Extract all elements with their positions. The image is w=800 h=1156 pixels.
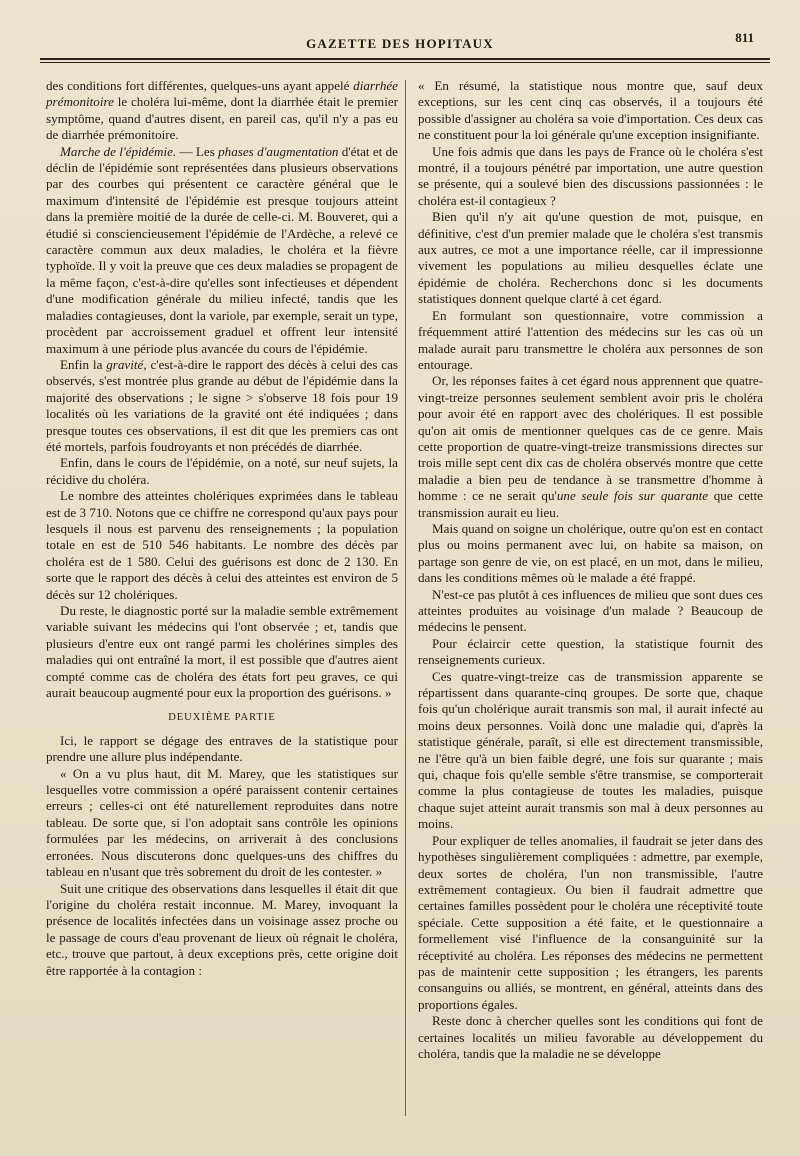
header-rule-thin [40, 62, 770, 63]
column-divider [405, 80, 406, 1116]
paragraph [46, 357, 398, 455]
paragraph-text: que cette transmission aurait eu lieu. [418, 488, 763, 520]
paragraph [418, 587, 763, 636]
running-header: GAZETTE DES HOPITAUX [306, 36, 494, 51]
paragraph [46, 766, 398, 881]
paragraph-text: Une fois admis que dans les pays de France où le choléra s'est montré, il a toujours pénétré par importation, une autre question se présente, qui a soulevé bien des discussions passionnées : le choléra est-il contagieux ? [418, 143, 763, 208]
paragraph-text: Le nombre des atteintes cholériques exprimées dans le tableau est de 3 710. Notons que ce chiffre ne correspond qu'aux pays pour lesquels il nous est parvenu des renseignements ; la population totale en est de 510 546 habitants. Le nombre des décès par choléra est de 1 580. Celui des guérisons est donc de 2 130. En sorte que le rapport des décès à celui des atteintes est environ de 5 décès sur 12 cholériques. [46, 488, 398, 602]
paragraph-text: Enfin la [60, 356, 107, 372]
paragraph-text: Bien qu'il n'y ait qu'une question de mot, puisque, en définitive, c'est d'un premier malade que le choléra s'est transmis aux autres, ce mot a une importance réelle, car il impressionne vivement les populations au milieu desquelles éclate une épidémie de choléra. Recherchons donc si les documents statistiques donnent quelque clarté à cet égard. [418, 209, 763, 307]
page-number: 811 [735, 30, 754, 45]
italic-text: une seule fois sur quarante [556, 488, 709, 504]
paragraph-text: — Les [176, 143, 219, 159]
paragraph-text: Enfin, dans le cours de l'épidémie, on a noté, sur neuf sujets, la récidive du choléra. [46, 455, 398, 487]
paragraph-text: Mais quand on soigne un cholérique, outre qu'on est en contact plus ou moins permanent avec lui, on habite sa maison, on partage son genre de vie, on est placé, en un mot, dans le milieu, dans les conditions mêmes où le malade a été frappé. [418, 520, 763, 586]
left-column [46, 78, 398, 979]
paragraph-text: Ces quatre-vingt-treize cas de transmission apparente se répartissent dans quarante-cinq groupes. De sorte que, chaque fois qu'un cholérique aurait transmis son mal, il aurait infecté au moins deux personnes. Voilà donc une maladie qui, d'après la statistique générale, paraît, si elle est directement transmissible, ne l'être qu'à un bien faible degré, une fois sur quarante ; mais qui, chaque fois qu'elle semble s'être transmise, se comporterait comme la plus contagieuse de toutes les maladies, puisque chaque sujet atteint aurait transmis son mal à deux personnes au moins. [418, 668, 763, 832]
paragraph [46, 488, 398, 603]
italic-text: phases d'augmentation [218, 143, 339, 159]
paragraph [418, 636, 763, 669]
paragraph-text: « En résumé, la statistique nous montre que, sauf deux exceptions, sur les cent cinq cas observés, il a toujours été possible d'assigner au choléra sa voie d'importation. Ces deux cas ne constituent pour la loi générale qu'une exception insignifiante. [418, 78, 763, 143]
paragraph [46, 733, 398, 766]
paragraph [418, 373, 763, 521]
paragraph-text: Ici, le rapport se dégage des entraves de la statistique pour prendre une allure plus indépendante. [46, 732, 398, 765]
paragraph [46, 144, 398, 357]
paragraph-text: d'état et de déclin de l'épidémie sont représentées dans plusieurs observations par des courbes qui présentent ce caractère général que le maximum d'intensité de l'épidémie est presque toujours atteint dans la première moitié de la durée de celle-ci. M. Bouveret, qui a étudié si consciencieusement l'épidémie de l'Ardèche, a relevé ce caractère commun aux deux maladies, le choléra et la fièvre typhoïde. Il y voit la preuve que ces deux maladies se propagent de la même façon, c'est-à-dire qu'elles sont infectieuses et dépendent d'une modification générale du milieu infecté, tandis que les maladies contagieuses, dont la variole, par exemple, serait un type, procèdent par accroissement graduel et offrent leur intensité maximum à une période plus avancée du cours de l'épidémie. [46, 143, 398, 356]
paragraph [418, 209, 763, 307]
paragraph [46, 455, 398, 488]
paragraph [46, 881, 398, 979]
paragraph [418, 521, 763, 587]
paragraph [418, 144, 763, 210]
paragraph [46, 603, 398, 701]
section-heading: DEUXIÈME PARTIE [168, 712, 276, 724]
paragraph-text: Suit une critique des observations dans lesquelles il était dit que l'origine du choléra restait inconnue. M. Marey, invoquant la présence de localités infectées dans un voisinage assez proche ou le passage de cours d'eau provenant de lieux où régnait le choléra, etc., trouve que partout, à deux exceptions près, cette origine doit être rapportée à la contagion : [46, 880, 398, 978]
paragraph [418, 833, 763, 1013]
italic-text: Marche de l'épidémie. [60, 143, 177, 159]
paragraph [418, 1013, 763, 1062]
right-column [418, 78, 763, 1062]
paragraph-text: , c'est-à-dire le rapport des décès à celui des cas observés, s'est montrée plus grande au début de l'épidémie dans la majorité des observations ; le signe > s'observe 18 fois pour 19 localités où les variations de la gravité ont été indiquées ; dans presque toutes ces observations, il est dit que les premiers cas ont été mortels, parfois foudroyants et non précédés de diarrhée. [46, 356, 399, 454]
italic-text: diarrhée prémonitoire [46, 78, 398, 110]
paragraph [418, 669, 763, 833]
paragraph-text: des conditions fort différentes, quelques-uns ayant appelé [46, 78, 354, 93]
paragraph-text: Or, les réponses faites à cet égard nous apprennent que quatre-vingt-treize personnes seulement semblent avoir pris le choléra pour avoir été en rapport avec des cholériques. Il est possible qu'on ait omis de mentionner quelques cas de ce genre. Mais cette proportion de quatre-vingt-treize transmissions directes sur trois mille sept cent dix cas de choléra observés montre que cette maladie a bien peu de tendance à se transmettre d'homme à homme : ce ne serait qu' [418, 373, 763, 504]
paragraph-text: En formulant son questionnaire, votre commission a fréquemment attiré l'attention des médecins sur les cas où un malade aurait paru transmettre le choléra aux personnes de son entourage. [418, 307, 763, 372]
paragraph-text: Du reste, le diagnostic porté sur la maladie semble extrêmement variable suivant les médecins qui l'ont observée ; et, tandis que plusieurs d'entre eux ont rangé parmi les cholérines simples des maladies qui ont entraîné la mort, il est possible que d'autres aient compté comme cas de choléra des états fort peu graves, ce qui aurait beaucoup augmenté pour eux la proportion des guérisons. » [46, 603, 398, 701]
header-rule [40, 58, 770, 60]
paragraph [418, 308, 763, 374]
paragraph-text: Pour expliquer de telles anomalies, il faudrait se jeter dans des hypothèses singulièrement compliquées : admettre, par exemple, deux sortes de choléra, l'un non transmissible, l'autre extrêmement contagieux. Ou bien il faudrait admettre que certaines familles possèdent pour le choléra une réceptivité toute spéciale. Cette supposition a été faite, et le questionnaire a formellement visé l'influence de la consanguinité sur la réceptivité au choléra. Les réponses des médecins ne permettent pas de maintenir cette supposition ; les étrangers, les parents consanguins ou alliés, se montrent, en général, atteints dans des proportions égales. [418, 832, 763, 1012]
paragraph-text: le choléra lui-même, dont la diarrhée était le premier symptôme, quand d'autres disent, en pareil cas, qu'il n'y a pas eu de diarrhée prémonitoire. [46, 94, 398, 143]
paragraph-text: Pour éclaircir cette question, la statistique fournit des renseignements curieux. [418, 635, 763, 668]
italic-text: gravité [106, 356, 144, 372]
paragraph [46, 78, 398, 144]
paragraph-text: Reste donc à chercher quelles sont les conditions qui font de certaines localités un milieu favorable au développement du choléra, tandis que la maladie ne se développe [418, 1013, 763, 1061]
paragraph [418, 78, 763, 144]
paragraph-text: « On a vu plus haut, dit M. Marey, que les statistiques sur lesquelles votre commission a opéré paraissent contenir certaines erreurs ; celles-ci ont été naturellement reproduites dans notre tableau. De sorte que, si l'on adoptait sans contrôle les opinions formulées par les médecins, on arriverait à des conclusions erronées. Nous discuterons donc quelques-uns des chiffres du tableau en n'usant que très sobrement du droit de les contester. » [46, 765, 398, 880]
paragraph-text: N'est-ce pas plutôt à ces influences de milieu que sont dues ces atteintes produites au voisinage d'un malade ? Beaucoup de médecins le pensent. [418, 586, 763, 635]
